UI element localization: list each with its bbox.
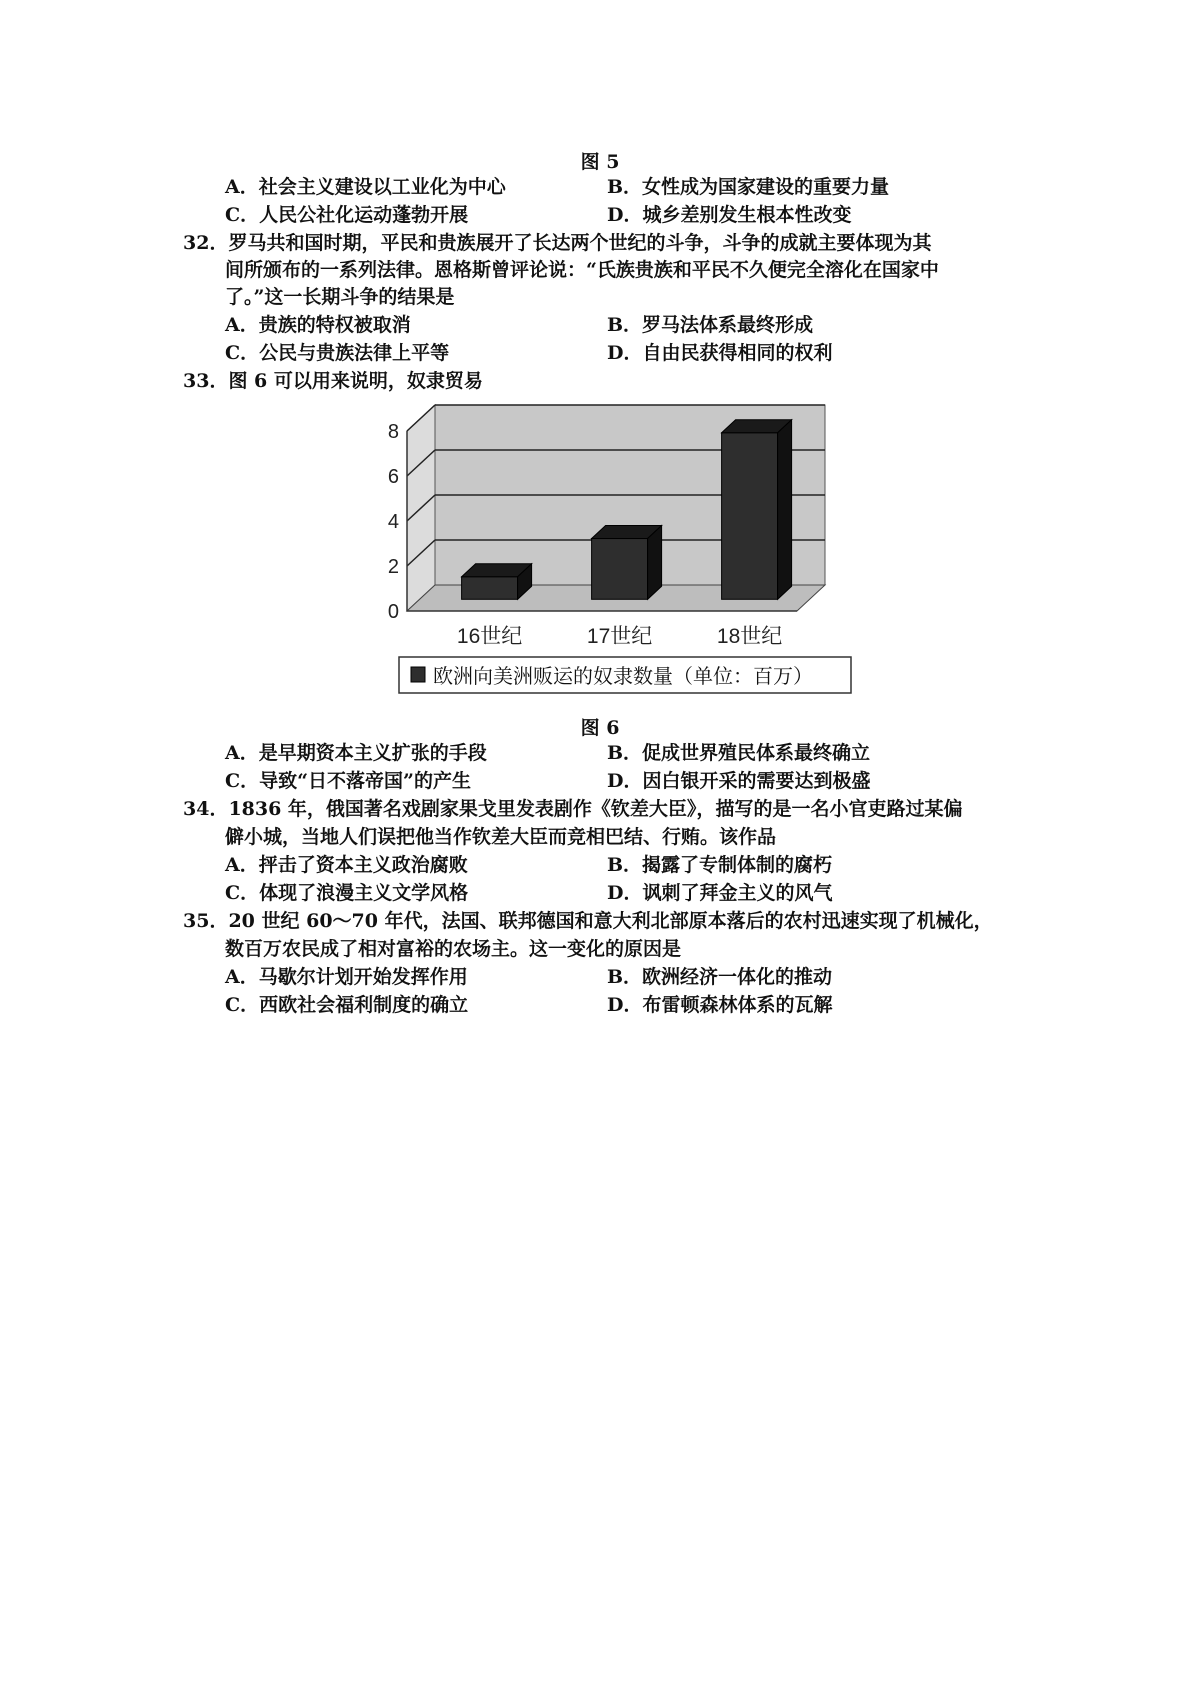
q34-stem-line-2: 僻小城，当地人们误把他当作钦差大臣而竞相巴结、行贿。该作品	[225, 826, 777, 848]
bar-chart-svg	[385, 395, 855, 705]
q31-option-d: D．城乡差别发生根本性改变	[607, 204, 852, 226]
y-tick-label: 0	[387, 601, 399, 623]
q31-option-c: C．人民公社化运动蓬勃开展	[225, 204, 469, 226]
q35-stem-line-2: 数百万农民成了相对富裕的农场主。这一变化的原因是	[225, 938, 682, 960]
bar-side	[778, 420, 792, 600]
q35-option-a: A．马歇尔计划开始发挥作用	[225, 966, 468, 988]
figure-6-caption: 图 6	[580, 717, 620, 739]
bar-front	[462, 577, 518, 600]
y-tick-label: 4	[387, 511, 399, 533]
q35-option-c: C．西欧社会福利制度的确立	[225, 994, 469, 1016]
chart-x-labels	[457, 625, 782, 648]
q32-option-d: D．自由民获得相同的权利	[607, 342, 833, 364]
x-tick-label: 17世纪	[586, 625, 653, 648]
q32-stem-line-2: 间所颁布的一系列法律。恩格斯曾评论说：“氏族贵族和平民不久便完全溶化在国家中	[225, 259, 939, 281]
y-tick-label: 8	[387, 421, 399, 443]
q34-option-d: D．讽刺了拜金主义的风气	[607, 882, 833, 904]
q35-stem-line-1: 35．20 世纪 60～70 年代，法国、联邦德国和意大利北部原本落后的农村迅速实现了机械化，	[183, 910, 993, 932]
q32-stem-line-1: 32．罗马共和国时期，平民和贵族展开了长达两个世纪的斗争，斗争的成就主要体现为其	[183, 232, 932, 254]
y-tick-label: 6	[387, 466, 399, 488]
legend-label: 欧洲向美洲贩运的奴隶数量（单位：百万）	[433, 666, 813, 688]
q35-option-d: D．布雷顿森林体系的瓦解	[607, 994, 833, 1016]
y-tick-label: 2	[387, 556, 399, 578]
q34-stem-line-1: 34．1836 年，俄国著名戏剧家果戈里发表剧作《钦差大臣》，描写的是一名小官吏路过某偏	[183, 798, 963, 820]
q34-option-b: B．揭露了专制体制的腐朽	[607, 854, 833, 876]
q32-option-b: B．罗马法体系最终形成	[607, 314, 814, 336]
q32-stem-line-3: 了。”这一长期斗争的结果是	[225, 286, 455, 308]
legend-swatch	[411, 667, 425, 682]
q34-option-c: C．体现了浪漫主义文学风格	[225, 882, 469, 904]
q32-option-c: C．公民与贵族法律上平等	[225, 342, 450, 364]
q33-option-c: C．导致“日不落帝国”的产生	[225, 770, 471, 792]
bar-side	[648, 526, 662, 600]
q31-option-a: A．社会主义建设以工业化为中心	[225, 176, 506, 198]
figure-5-caption: 图 5	[580, 151, 620, 173]
q32-option-a: A．贵族的特权被取消	[225, 314, 411, 336]
chart-legend	[399, 657, 851, 693]
x-tick-label: 16世纪	[456, 625, 523, 648]
q35-option-b: B．欧洲经济一体化的推动	[607, 966, 833, 988]
x-tick-label: 18世纪	[716, 625, 783, 648]
bar-front	[722, 433, 778, 600]
q33-option-d: D．因白银开采的需要达到极盛	[607, 770, 871, 792]
bar-front	[592, 539, 648, 600]
q34-option-a: A．抨击了资本主义政治腐败	[225, 854, 468, 876]
q33-stem: 33．图 6 可以用来说明，奴隶贸易	[183, 370, 483, 392]
q33-option-b: B．促成世界殖民体系最终确立	[607, 742, 871, 764]
figure-6-chart	[385, 395, 855, 705]
q33-option-a: A．是早期资本主义扩张的手段	[225, 742, 487, 764]
q31-option-b: B．女性成为国家建设的重要力量	[607, 176, 890, 198]
